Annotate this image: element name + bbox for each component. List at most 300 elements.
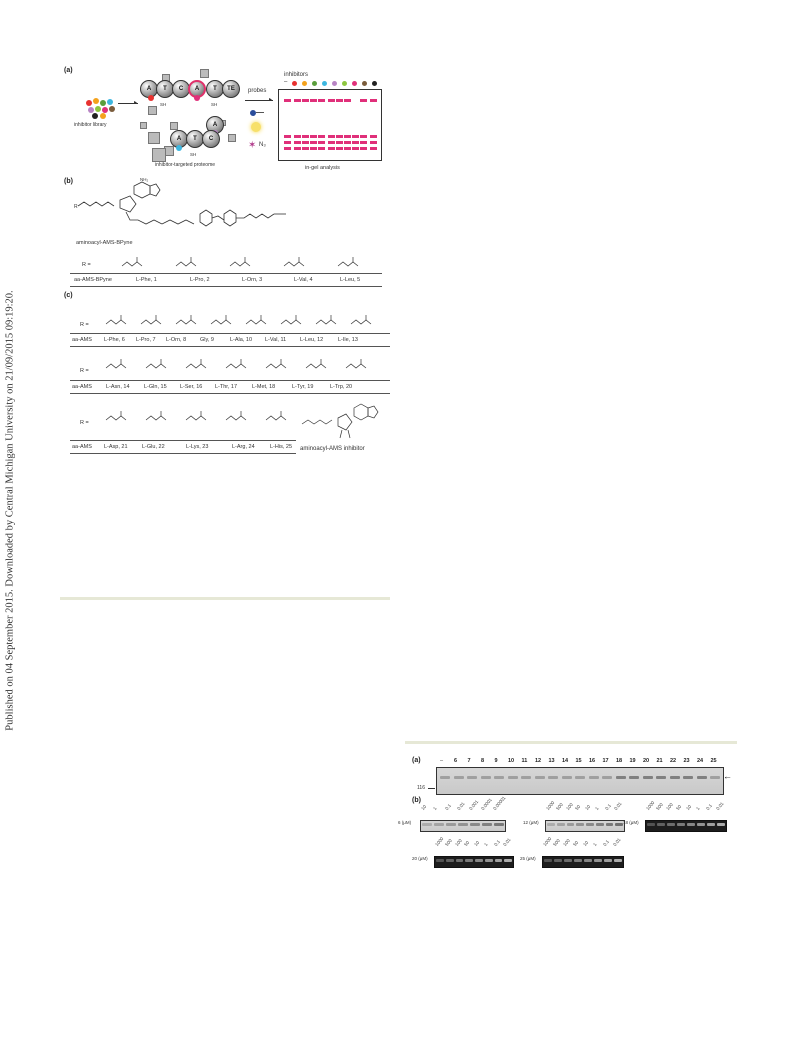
r-group-structure — [264, 408, 294, 426]
lane-number: 15 — [575, 758, 582, 764]
protein-square — [228, 134, 236, 142]
gel-band — [284, 135, 291, 138]
concentration-label: 100 — [562, 838, 571, 847]
gel-band — [302, 135, 309, 138]
inhibitor-color-dot — [292, 81, 297, 86]
sh-label: SH — [211, 102, 218, 107]
concentration-label: 1 — [695, 805, 701, 811]
dose-gel — [434, 856, 514, 868]
gel-band — [521, 776, 531, 779]
gel-band — [456, 859, 464, 862]
r-group-structure — [174, 312, 200, 330]
gel-band — [482, 823, 492, 826]
gel-band — [302, 141, 309, 144]
concentration-label: 100 — [453, 838, 463, 847]
entry-l-met-18: L-Met, 18 — [252, 384, 276, 390]
compound-conc-label: 12 (μM) — [523, 820, 539, 825]
library-dot — [109, 106, 115, 112]
gel-band — [687, 823, 695, 826]
lane-number: 14 — [562, 758, 569, 764]
concentration-label: 1 — [593, 805, 600, 811]
gel-band — [352, 135, 359, 138]
concentration-label: 50 — [572, 839, 580, 847]
r-group-structure — [228, 254, 258, 272]
lane-number: 20 — [643, 758, 650, 764]
gel-band — [294, 135, 301, 138]
r-group-structure — [104, 312, 130, 330]
gel-band — [656, 776, 666, 779]
gel-band — [547, 823, 555, 826]
probes-label: probes — [248, 88, 267, 94]
domain-bead-a-single: A — [206, 116, 224, 134]
entry-l-leu-12: L-Leu, 12 — [300, 337, 324, 343]
lane-number: 9 — [494, 758, 498, 764]
concentration-label: 10 — [582, 839, 590, 847]
probe-linker-icon — [256, 112, 264, 113]
concentration-label: 500 — [552, 838, 561, 847]
gel-band — [629, 776, 639, 779]
row-label: aa-AMS-BPyne — [74, 277, 112, 283]
row-label: aa-AMS — [72, 337, 92, 343]
section-separator — [405, 741, 737, 744]
table-rule — [70, 333, 390, 334]
entry-l-orn-3: L-Orn, 3 — [242, 277, 263, 283]
r-group-structure — [209, 312, 235, 330]
gel-band — [606, 823, 614, 826]
bound-inhibitor-dot — [148, 95, 154, 101]
domain-bead-c: C — [202, 130, 220, 148]
gel-band — [318, 135, 325, 138]
gel-band — [697, 776, 707, 779]
gel-band — [707, 823, 715, 826]
concentration-label: 0.1 — [444, 802, 453, 811]
gel-band — [584, 859, 592, 862]
gel-band — [370, 99, 377, 102]
gel-band — [458, 823, 468, 826]
library-dot — [93, 98, 99, 104]
gel-band — [567, 823, 575, 826]
control-minus: – — [440, 758, 444, 764]
gel-band — [454, 776, 464, 779]
compound-conc-label: 25 (μM) — [520, 856, 536, 861]
dose-gel — [542, 856, 624, 868]
protein-square — [140, 122, 147, 129]
concentration-label: 100 — [564, 802, 574, 811]
gel-band — [557, 823, 565, 826]
protein-square — [200, 69, 209, 78]
compound-conc-label: 6 (μM) — [398, 820, 412, 825]
gel-band — [594, 859, 602, 862]
concentration-label: 0.01 — [456, 801, 466, 811]
entry-l-his-25: L-His, 25 — [270, 444, 293, 450]
protein-square — [148, 106, 157, 115]
r-group-structure — [314, 312, 340, 330]
inhibitor-color-dot — [342, 81, 347, 86]
gel-band — [336, 135, 343, 138]
gel-band — [564, 859, 572, 862]
gel-bands — [278, 89, 380, 159]
concentration-label: 1000 — [542, 836, 553, 847]
inhibitors-label: inhibitors — [284, 72, 309, 78]
sh-label: SH — [160, 102, 167, 107]
svg-text:R: R — [74, 204, 78, 210]
gel-band — [470, 823, 480, 826]
gel-band — [422, 823, 432, 826]
concentration-label: 500 — [443, 838, 453, 847]
protein-square — [152, 148, 166, 162]
library-dot — [95, 106, 101, 112]
gel-band — [554, 859, 562, 862]
bound-inhibitor-dot — [176, 145, 182, 151]
entry-l-ala-10: L-Ala, 10 — [230, 337, 253, 343]
library-dot — [100, 113, 106, 119]
gel-band — [336, 141, 343, 144]
side-note-text: Published on 04 September 2015. Downloaded by Central Michigan University on 21/09/2015 09:19:20. — [4, 290, 16, 731]
table-rule — [70, 346, 390, 347]
panel-a-label: (a) — [64, 67, 73, 74]
dose-gel — [645, 820, 727, 832]
panel-a-label: (a) — [412, 757, 421, 764]
concentration-label: 0.01 — [715, 801, 725, 811]
gel-band — [508, 776, 518, 779]
arrowhead-icon: ▸ — [134, 100, 138, 106]
concentration-label: 1000 — [434, 836, 445, 847]
gel-band — [310, 141, 317, 144]
concentration-label: 0.1 — [603, 802, 612, 811]
lane-number: 21 — [656, 758, 663, 764]
lane-number: 6 — [454, 758, 458, 764]
mw-tick — [428, 788, 435, 789]
concentration-label: 0.00001 — [492, 795, 507, 811]
figure-2 — [398, 752, 735, 872]
concentration-label: 10 — [473, 839, 481, 847]
entry-l-lys-23: L-Lys, 23 — [186, 444, 209, 450]
gel-band — [710, 776, 720, 779]
compound-name: aminoacyl-AMS-BPyne — [76, 240, 133, 246]
inhibitor-library-dots — [82, 96, 122, 122]
entry-l-val-4: L-Val, 4 — [294, 277, 313, 283]
domain-bead-a-labeled: A — [188, 80, 206, 98]
row-label: aa-AMS — [72, 384, 92, 390]
lane-number: 7 — [467, 758, 471, 764]
gel-band — [643, 776, 653, 779]
gel-band — [647, 823, 655, 826]
entry-l-leu-5: L-Leu, 5 — [340, 277, 361, 283]
r-group-structures-row — [104, 408, 304, 428]
lane-number: 11 — [521, 758, 528, 764]
gel-band — [310, 135, 317, 138]
gel-band — [602, 776, 612, 779]
gel-band — [548, 776, 558, 779]
gel-band — [604, 859, 612, 862]
library-dot — [86, 100, 92, 106]
inhibitor-color-row — [292, 81, 382, 87]
gel-band — [336, 147, 343, 150]
panel-b-label: (b) — [412, 797, 421, 804]
sh-label: SH — [190, 152, 197, 157]
gel-band — [615, 823, 623, 826]
domain-bead-t: T — [186, 130, 204, 148]
azide-label: N₃ — [259, 142, 266, 148]
gel-band — [436, 859, 444, 862]
gel-band — [360, 99, 367, 102]
gel-band — [494, 823, 504, 826]
panel-c-label: (c) — [64, 292, 73, 299]
r-group-structure — [344, 356, 374, 374]
gel-band — [494, 776, 504, 779]
library-dot — [88, 107, 94, 113]
entry-l-phe-1: L-Phe, 1 — [136, 277, 157, 283]
gel-band — [318, 147, 325, 150]
table-rule — [70, 393, 390, 394]
gel-band — [302, 99, 309, 102]
r-equals-label: R = — [80, 420, 89, 426]
gel-band — [562, 776, 572, 779]
band-arrow-icon: ← — [723, 771, 732, 781]
inhibitor-color-dot — [332, 81, 337, 86]
gel-band — [318, 141, 325, 144]
gel-a-bands — [436, 767, 722, 793]
fluorophore-star-icon: ✶ — [248, 140, 257, 151]
row-label: aa-AMS — [72, 444, 92, 450]
r-group-structures-row — [104, 356, 384, 376]
gel-band — [586, 823, 594, 826]
lane-number: 12 — [535, 758, 542, 764]
concentration-label: 0.01 — [613, 801, 623, 811]
gel-band — [535, 776, 545, 779]
concentration-label: 0.01 — [502, 837, 512, 847]
concentration-label: 10 — [685, 803, 693, 811]
protein-square — [148, 132, 160, 144]
gel-band — [328, 147, 335, 150]
library-dot — [92, 113, 98, 119]
domain-bead-a: A — [170, 130, 188, 148]
gel-band — [328, 99, 335, 102]
r-group-structure — [144, 408, 174, 426]
figure-1 — [60, 62, 395, 462]
lane-number: 16 — [589, 758, 596, 764]
arrowhead-icon: ▸ — [269, 97, 273, 103]
inhibitor-library-label: inhibitor library — [74, 122, 107, 128]
gel-band — [596, 823, 604, 826]
concentration-label: 0.01 — [612, 837, 622, 847]
r-group-structures-row — [120, 254, 390, 272]
entry-l-orn-8: L-Orn, 8 — [166, 337, 187, 343]
inhibitor-color-dot — [312, 81, 317, 86]
concentration-label: 1 — [592, 841, 598, 847]
lane-number: 22 — [670, 758, 677, 764]
gel-band — [697, 823, 705, 826]
domain-bead-t: T — [206, 80, 224, 98]
gel-band — [504, 859, 512, 862]
r-group-structure — [144, 356, 174, 374]
gel-band — [360, 141, 367, 144]
library-dot — [100, 100, 106, 106]
r-group-structure — [279, 312, 305, 330]
r-equals-label: R = — [80, 322, 89, 328]
entry-l-ile-13: L-Ile, 13 — [338, 337, 358, 343]
inhibitor-color-dot — [322, 81, 327, 86]
gel-band — [589, 776, 599, 779]
concentration-label: 500 — [554, 802, 564, 811]
concentration-label: 50 — [675, 803, 683, 811]
r-group-structure — [139, 312, 165, 330]
concentration-label: 1 — [432, 805, 438, 811]
compound-conc-label: 18 (μM) — [623, 820, 639, 825]
concentration-label: 50 — [463, 839, 471, 847]
section-separator — [60, 597, 390, 600]
concentration-label: 100 — [665, 802, 674, 811]
gel-band — [475, 859, 483, 862]
gel-band — [360, 135, 367, 138]
lane-number: 18 — [616, 758, 623, 764]
svg-text:NH₂: NH₂ — [140, 178, 149, 182]
entry-l-gln-15: L-Gln, 15 — [144, 384, 167, 390]
entry-l-ser-16: L-Ser, 16 — [180, 384, 203, 390]
gel-band — [370, 135, 377, 138]
entry-l-trp-20: L-Trp, 20 — [330, 384, 353, 390]
gel-band — [446, 823, 456, 826]
gel-band — [284, 99, 291, 102]
gel-band — [328, 135, 335, 138]
dose-response-gels — [398, 795, 735, 872]
table-rule — [70, 273, 382, 274]
r-group-structure — [184, 408, 214, 426]
bound-inhibitor-dot — [194, 95, 200, 101]
entry-gly-9: Gly, 9 — [200, 337, 214, 343]
dose-gel — [420, 820, 506, 832]
inhibitor-caption: aminoacyl-AMS inhibitor — [300, 446, 365, 452]
proteome-label: inhibitor-targeted proteome — [155, 162, 216, 168]
concentration-label: 1000 — [545, 800, 556, 811]
panel-b-label: (b) — [64, 178, 73, 185]
protein-square — [170, 122, 178, 130]
inhibitor-color-dot — [302, 81, 307, 86]
gel-band — [467, 776, 477, 779]
gel-band — [434, 823, 444, 826]
r-group-structure — [282, 254, 312, 272]
gel-band — [302, 147, 309, 150]
r-group-structure — [104, 408, 134, 426]
r-group-structure — [104, 356, 134, 374]
concentration-label: 10 — [420, 803, 428, 811]
entry-l-tyr-19: L-Tyr, 19 — [292, 384, 314, 390]
r-group-structure — [184, 356, 214, 374]
gel-band — [576, 823, 584, 826]
gel-band — [370, 141, 377, 144]
entry-l-asp-21: L-Asp, 21 — [104, 444, 128, 450]
gel-band — [336, 99, 343, 102]
gel-band — [614, 859, 622, 862]
gel-band — [670, 776, 680, 779]
r-group-structure — [304, 356, 334, 374]
inhibitor-color-dot — [362, 81, 367, 86]
gel-band — [310, 147, 317, 150]
concentration-label: 0.1 — [705, 802, 714, 811]
entry-l-thr-17: L-Thr, 17 — [215, 384, 238, 390]
gel-band — [370, 147, 377, 150]
lane-numbers — [410, 752, 735, 764]
entry-l-pro-2: L-Pro, 2 — [190, 277, 210, 283]
lane-number: 13 — [548, 758, 555, 764]
in-gel-analysis-label: in-gel analysis — [305, 165, 340, 171]
gel-band — [616, 776, 626, 779]
gel-band — [352, 147, 359, 150]
r-group-structures-row — [104, 312, 384, 330]
r-group-structure — [264, 356, 294, 374]
r-group-structure — [336, 254, 366, 272]
gel-band — [310, 99, 317, 102]
light-bulb-icon — [251, 122, 261, 132]
concentration-label: 0.1 — [492, 838, 501, 847]
dose-gel — [545, 820, 625, 832]
gel-band — [328, 141, 335, 144]
gel-band — [657, 823, 665, 826]
lane-number: 8 — [481, 758, 485, 764]
gel-band — [683, 776, 693, 779]
inhibitor-color-dot — [372, 81, 377, 86]
concentration-label: 0.1 — [602, 838, 611, 847]
gel-band — [667, 823, 675, 826]
domain-bead-c: C — [172, 80, 190, 98]
compound-conc-label: 20 (μM) — [412, 856, 428, 861]
lane-number: 23 — [683, 758, 690, 764]
gel-band — [717, 823, 725, 826]
gel-band — [294, 141, 301, 144]
concentration-label: 0.0001 — [480, 797, 493, 811]
aminoacyl-ams-inhibitor-structure — [298, 402, 388, 448]
r-group-structure — [224, 356, 254, 374]
gel-band — [485, 859, 493, 862]
concentration-label: 10 — [584, 803, 592, 811]
r-group-structure — [349, 312, 375, 330]
gel-band — [284, 147, 291, 150]
entry-l-glu-22: L-Glu, 22 — [142, 444, 165, 450]
lane-number: 24 — [697, 758, 704, 764]
gel-band — [574, 859, 582, 862]
domain-bead-t: T — [156, 80, 174, 98]
entry-l-val-11: L-Val, 11 — [265, 337, 287, 343]
entry-l-arg-24: L-Arg, 24 — [232, 444, 255, 450]
concentration-label: 500 — [655, 802, 664, 811]
gel-band — [318, 99, 325, 102]
lane-number: 19 — [629, 758, 636, 764]
domain-bead-te: TE — [222, 80, 240, 98]
gel-band — [344, 135, 351, 138]
gel-band — [344, 141, 351, 144]
control-minus: – — [284, 79, 288, 85]
gel-band — [481, 776, 491, 779]
gel-band — [294, 99, 301, 102]
gel-band — [677, 823, 685, 826]
gel-band — [495, 859, 503, 862]
r-group-structure — [244, 312, 270, 330]
concentration-label: 0.001 — [468, 799, 480, 811]
lane-number: 25 — [710, 758, 717, 764]
library-dot — [107, 99, 113, 105]
gel-band — [344, 99, 351, 102]
gel-band — [344, 147, 351, 150]
gel-band — [446, 859, 454, 862]
concentration-label: 1000 — [645, 800, 656, 811]
r-equals-label: R = — [82, 262, 91, 268]
lane-number: 10 — [508, 758, 515, 764]
r-group-structure — [120, 254, 150, 272]
concentration-label: 50 — [574, 803, 582, 811]
mw-marker: 116 — [417, 785, 425, 791]
gel-band — [465, 859, 473, 862]
r-equals-label: R = — [80, 368, 89, 374]
